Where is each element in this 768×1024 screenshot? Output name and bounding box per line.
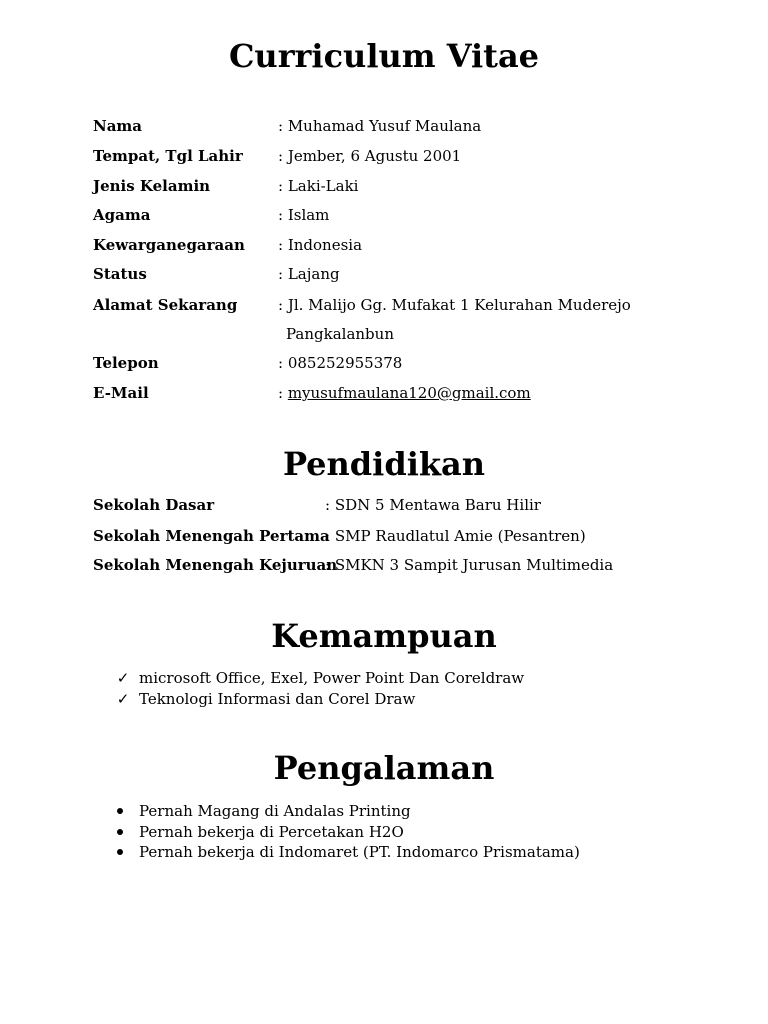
email-link[interactable]: myusufmaulana120@gmail.com bbox=[287, 384, 531, 402]
field-label: Kewarganegaraan bbox=[93, 236, 245, 254]
list-item bbox=[115, 842, 580, 863]
section-heading-pengalaman: Pengalaman bbox=[273, 749, 495, 787]
field-label: Nama bbox=[93, 117, 143, 135]
list-item-text: Pernah Magang di Andalas Printing bbox=[139, 802, 411, 820]
field-value: : SMKN 3 Sampit Jurusan Multimedia bbox=[325, 556, 614, 574]
field-value: : SDN 5 Mentawa Baru Hilir bbox=[325, 496, 541, 514]
checkmark-icon: ✓ bbox=[116, 669, 130, 687]
field-value: : SMP Raudlatul Amie (Pesantren) bbox=[325, 527, 586, 545]
field-value-continued: Pangkalanbun bbox=[286, 325, 394, 343]
field-label: Sekolah Menengah Kejuruan bbox=[93, 556, 338, 574]
list-item-text: microsoft Office, Exel, Power Point Dan Coreldraw bbox=[139, 669, 525, 687]
page-title: Curriculum Vitae bbox=[228, 37, 540, 75]
list-item bbox=[115, 668, 524, 689]
field-label: Status bbox=[93, 265, 147, 283]
section-heading-kemampuan: Kemampuan bbox=[271, 617, 497, 655]
list-item-text: Pernah bekerja di Indomaret (PT. Indomarco Prismatama) bbox=[139, 843, 580, 861]
list-item bbox=[115, 801, 580, 822]
field-value bbox=[278, 383, 531, 403]
bullet-icon bbox=[117, 849, 123, 855]
list-item-text: Teknologi Informasi dan Corel Draw bbox=[139, 689, 416, 708]
colon-prefix: : bbox=[278, 384, 288, 402]
field-label: Sekolah Dasar bbox=[93, 496, 215, 514]
field-label: Agama bbox=[93, 206, 151, 224]
field-label: Tempat, Tgl Lahir bbox=[93, 147, 243, 165]
field-label: Telepon bbox=[93, 354, 159, 372]
list-item-text: Pernah bekerja di Percetakan H2O bbox=[139, 822, 404, 841]
field-value: : Muhamad Yusuf Maulana bbox=[278, 117, 482, 135]
field-value: : Islam bbox=[278, 206, 330, 224]
bullet-icon bbox=[117, 808, 123, 814]
field-label: Jenis Kelamin bbox=[93, 177, 211, 195]
field-value: : Jember, 6 Agustu 2001 bbox=[278, 147, 462, 165]
checkmark-icon: ✓ bbox=[116, 689, 130, 708]
field-label: Sekolah Menengah Pertama bbox=[93, 527, 330, 545]
section-heading-pendidikan: Pendidikan bbox=[282, 445, 486, 483]
experience-list bbox=[115, 801, 580, 863]
field-label: E-Mail bbox=[93, 384, 149, 402]
field-label: Alamat Sekarang bbox=[93, 296, 238, 314]
list-item bbox=[115, 689, 524, 710]
field-value: : Laki-Laki bbox=[278, 177, 359, 195]
field-value: : Lajang bbox=[278, 265, 340, 283]
field-value: : Jl. Malijo Gg. Mufakat 1 Kelurahan Muderejo bbox=[278, 296, 631, 314]
bullet-icon bbox=[117, 829, 123, 835]
field-value: : Indonesia bbox=[278, 236, 363, 254]
skills-list bbox=[115, 668, 524, 709]
field-value: : 085252955378 bbox=[278, 354, 403, 372]
list-item bbox=[115, 822, 580, 843]
